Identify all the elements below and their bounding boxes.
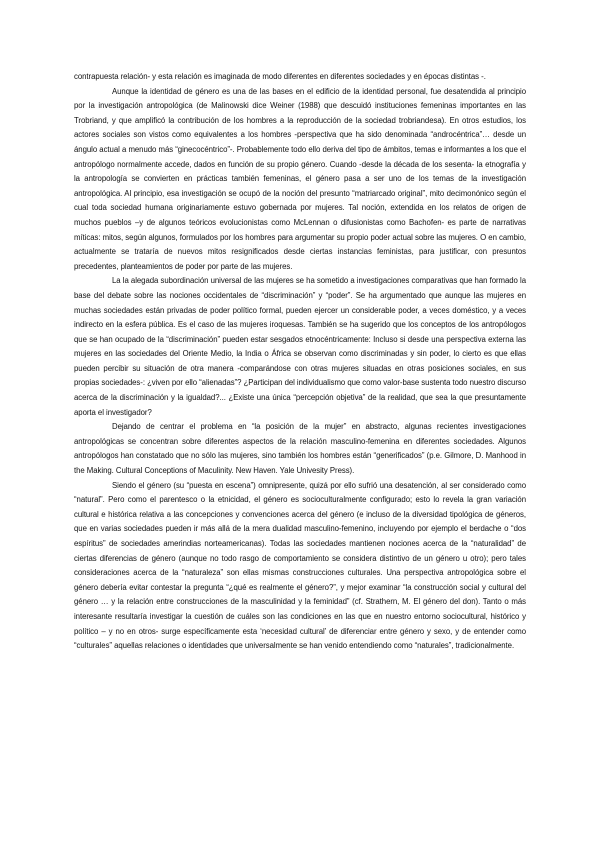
paragraph-subordination: La la alegada subordinación universal de las mujeres se ha sometido a investigaciones comparativas que han formado la base del debate sobre las nociones occidentales de “discriminación” y “poder”. Se ha argumentado que aunque las mujeres en muchas sociedades están privadas de poder político formal, pueden ejercer un considerable poder, a veces doméstico, y a veces indirecto en la esfera pública. Es el caso de las mujeres iroquesas. También se ha sugerido que los conceptos de los antropólogos que se han ocupado de la “discriminación” pueden estar sesgados etnocéntricamente: Incluso si desde una perspectiva externa las mujeres en las sociedades del Oriente Medio, la India o África se observan como discriminadas y sin poder, lo cierto es que ellas pueden percibir su situación de otra manera -comparándose con otras mujeres situadas en otras posiciones sociales, en sus propias sociedades-: ¿viven por ello “alienadas”? ¿Participan del individualismo que como valor-base sustenta todo nuestro discurso acerca de la discriminación y la igualdad?... ¿Existe una única “percepción objetiva” de la realidad, que sea la que presuntamente aporta el investigador? bbox=[74, 276, 526, 417]
paragraph-position-of-woman: Dejando de centrar el problema en “la posición de la mujer” en abstracto, algunas recientes investigaciones antropológicas se concentran sobre diferentes aspectos de la relación masculino-femenina en diferentes sociedades. Algunos antropólogos han constatado que no sólo las mujeres, sino también los hombres están “generificados” (p.e. Gilmore, D. Manhood in the Making. Cultural Conceptions of Maculinity. New Haven. Yale Univesity Press). bbox=[74, 422, 526, 476]
body-text bbox=[74, 70, 526, 654]
paragraph-gender-identity: Aunque la identidad de género es una de las bases en el edificio de la identidad personal, fue desatendida al principio por la investigación antropológica (de Malinowski dice Weiner (1988) que descuidó instituciones femeninas importantes en las Trobriand, y que amplificó la contribución de los hombres a la reproducción de la sociedad trobriandesa). En otros estudios, los actores sociales son vistos como equivalentes a los hombres -perspectiva que ha sido denominada “androcéntrica”… desde un ángulo actual a menudo más “ginecocéntrico”-. Probablemente todo ello deriva del tipo de ámbitos, temas e informantes a los que el antropólogo normalmente accede, dados en función de su propio género. Cuando -desde la década de los sesenta- la etnografía y la antropología se convierten en prácticas también femeninas, el género pasa a ser uno de los temas de la investigación antropológica. Al principio, esa investigación se ocupó de la noción del presunto “matriarcado original”, mito decimonónico según el cual toda sociedad humana originariamente estuvo gobernada por mujeres. Tal noción, extendida en los relatos de origen de muchos pueblos –y de algunos teóricos evolucionistas como McLennan o difusionistas como Bachofen- es parte de narrativas míticas: mitos, según algunos, formulados por los hombres para argumentar su propio poder actual sobre las mujeres. O en cambio, actualmente se trataría de nuevos mitos resignificados desde ciertas instancias feministas, para justificar, con presuntos precedentes, planteamientos de poder por parte de las mujeres. bbox=[74, 86, 526, 271]
paragraph-gender-omnipresent: Siendo el género (su “puesta en escena”) omnipresente, quizá por ello sufrió una desatención, al ser considerado como “natural”. Pero como el parentesco o la etnicidad, el género es socioculturalmente configurado; esto lo revela la gran variación cultural e histórica relativa a las concepciones y convenciones acerca del género (e incluso de la diversidad tipológica de géneros, que en varias sociedades pueden ir más allá de la mera dualidad masculino-femenino, incluyendo por ejemplo el berdache o “dos espíritus” de sociedades amerindias norteamericanas). Todas las sociedades mantienen nociones acerca de la “naturalidad” de ciertas diferencias de género (aunque no todo rasgo de comportamiento se considera distintivo de un género u otro); pero tales consideraciones acerca de la “naturaleza” son ellas mismas construcciones culturales. Una perspectiva antropológica sobre el género debería evitar contestar la pregunta “¿qué es realmente el género?”, y mejor examinar “la construcción social y cultural del género … y la relación entre construcciones de la masculinidad y la feminidad” (cf. Strathern, M. El género del don). Tanto o más interesante resultaría investigar la cuestión de cuáles son las condiciones en las que en nuestro entorno sociocultural, histórico y político – y no en otros- surge específicamente esta ‘necesidad cultural’ de diferenciar entre género y sexo, y de entender como “culturales” aquellas relaciones o identidades que universalmente se han venido entendiendo como “naturales”, tradicionalmente. bbox=[74, 480, 526, 651]
paragraph-continuation: contrapuesta relación- y esta relación es imaginada de modo diferentes en diferentes sociedades y en épocas distintas -. bbox=[74, 72, 486, 81]
